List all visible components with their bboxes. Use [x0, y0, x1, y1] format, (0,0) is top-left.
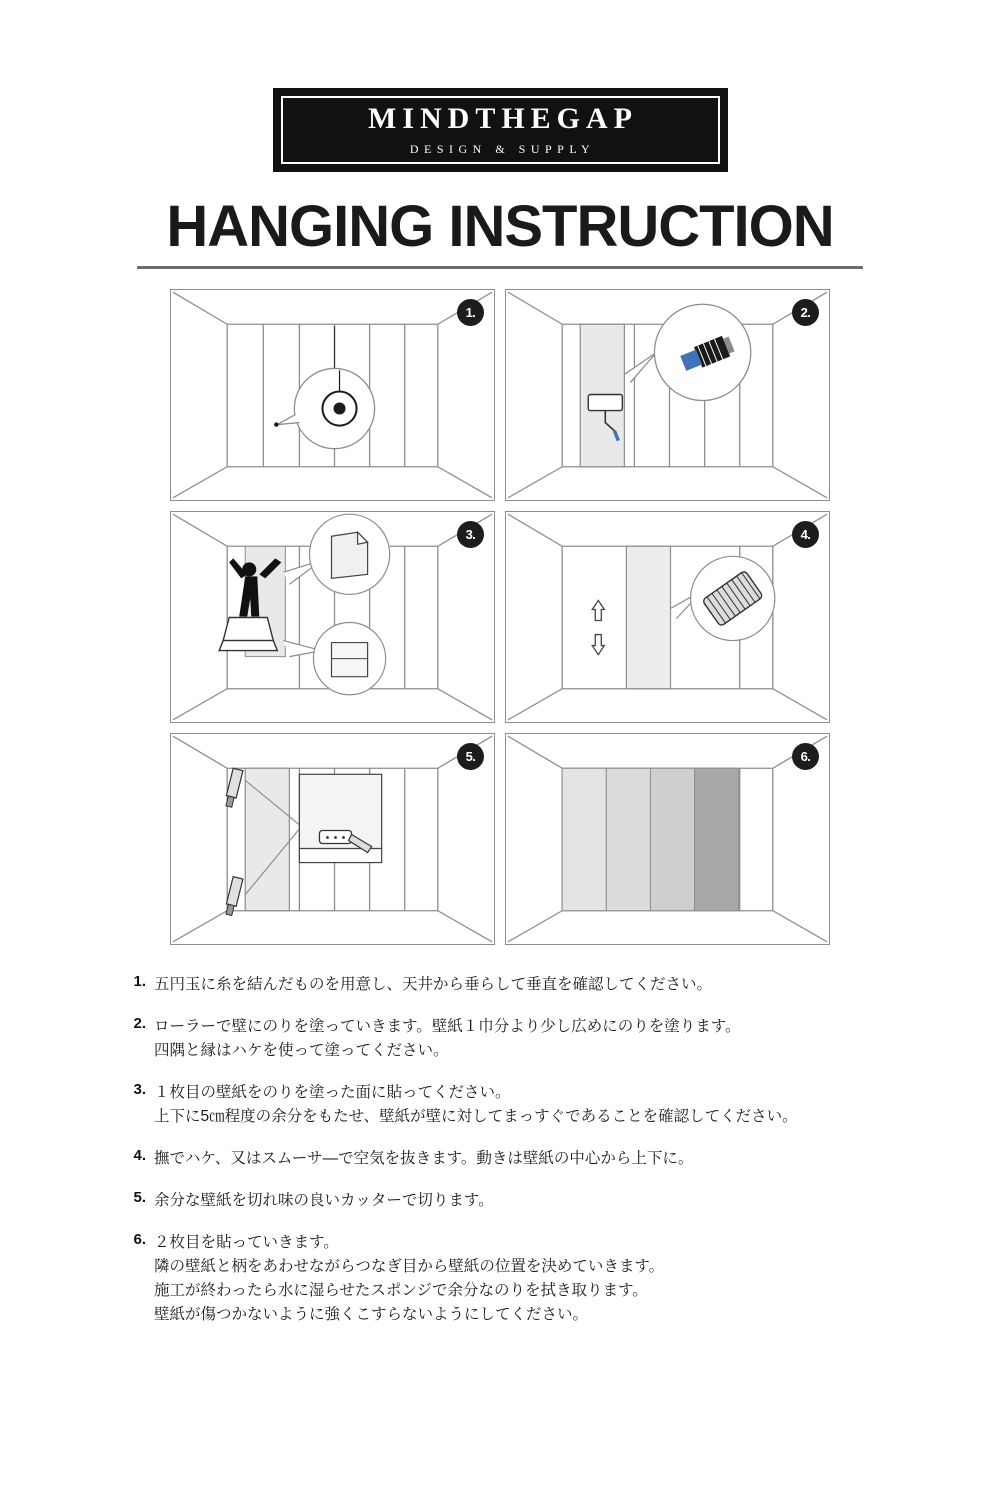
step-line: 五円玉に糸を結んだものを用意し、天井から垂らして垂直を確認してください。 [154, 976, 713, 993]
page-title: HANGING INSTRUCTION [166, 194, 834, 259]
arrow-down [592, 635, 604, 655]
step-text [154, 1015, 880, 1063]
instruction-steps-list [120, 973, 880, 1327]
diagram-panel-1 [170, 289, 495, 501]
brand-name: MINDTHEGAP [368, 101, 638, 135]
step-line: 施工が終わったら水に湿らせたスポンジで余分なのりを拭き取ります。 [154, 1282, 648, 1300]
step-number: 5. [133, 1189, 146, 1207]
brand-logo [0, 88, 1000, 172]
page-title-block [0, 194, 1000, 269]
instruction-step [120, 1189, 880, 1213]
title-divider [137, 266, 863, 269]
panel-number-badge: 1. [457, 299, 484, 326]
step-text [154, 1231, 880, 1327]
logo-inner-frame [281, 96, 720, 164]
step-line: 隣の壁紙と柄をあわせながらつなぎ目から壁紙の位置を決めていきます。 [154, 1258, 665, 1276]
instruction-step [120, 1231, 880, 1327]
step-line: 撫でハケ、又はスムーサ―で空気を抜きます。動きは壁紙の中心から上下に。 [154, 1150, 694, 1168]
step-number: 2. [133, 1015, 146, 1033]
step-line: １枚目の壁紙をのりを塗った面に貼ってください。 [154, 1084, 511, 1102]
step-text [154, 1081, 880, 1129]
diagram-panel-6 [505, 733, 830, 945]
diagram-panel-4 [505, 511, 830, 723]
logo-box [273, 88, 728, 172]
new-strip [695, 768, 739, 910]
wallpaper-strip [626, 546, 670, 688]
diagram-panel-3 [170, 511, 495, 723]
diagram-panel-5 [170, 733, 495, 945]
diagram-panel-2 [505, 289, 830, 501]
step-number: 6. [133, 1231, 146, 1249]
instruction-step [120, 1081, 880, 1129]
panel-number-badge: 5. [457, 743, 484, 770]
panel-number-badge: 2. [792, 299, 819, 326]
step-line: 余分な壁紙を切れ味の良いカッターで切ります。 [154, 1192, 494, 1210]
step-line: ローラーで壁にのりを塗っていきます。壁紙１巾分より少し広めにのりを塗ります。 [154, 1018, 741, 1036]
step-text [154, 973, 880, 997]
step-line: 壁紙が傷つかないように強くこすらないようにしてください。 [154, 1306, 589, 1324]
step-number: 1. [133, 973, 146, 990]
instruction-step [120, 1147, 880, 1171]
brand-tagline: DESIGN & SUPPLY [409, 141, 596, 156]
step-line: 上下に5㎝程度の余分をもたせ、壁紙が壁に対してまっすぐであることを確認してください。 [154, 1108, 798, 1126]
step-number: 3. [133, 1081, 146, 1099]
step-text [154, 1147, 880, 1171]
panel-number-badge: 6. [792, 743, 819, 770]
instruction-step [120, 1015, 880, 1063]
step-text [154, 1189, 880, 1213]
step-number: 4. [133, 1147, 146, 1165]
arrow-up [592, 600, 604, 620]
panel-number-badge: 3. [457, 521, 484, 548]
panel-number-badge: 4. [792, 521, 819, 548]
step-line: 四隅と縁はハケを使って塗ってください。 [154, 1042, 449, 1060]
instruction-step [120, 973, 880, 997]
step-line: ２枚目を貼っていきます。 [154, 1234, 339, 1252]
instruction-diagram-grid [170, 289, 830, 945]
